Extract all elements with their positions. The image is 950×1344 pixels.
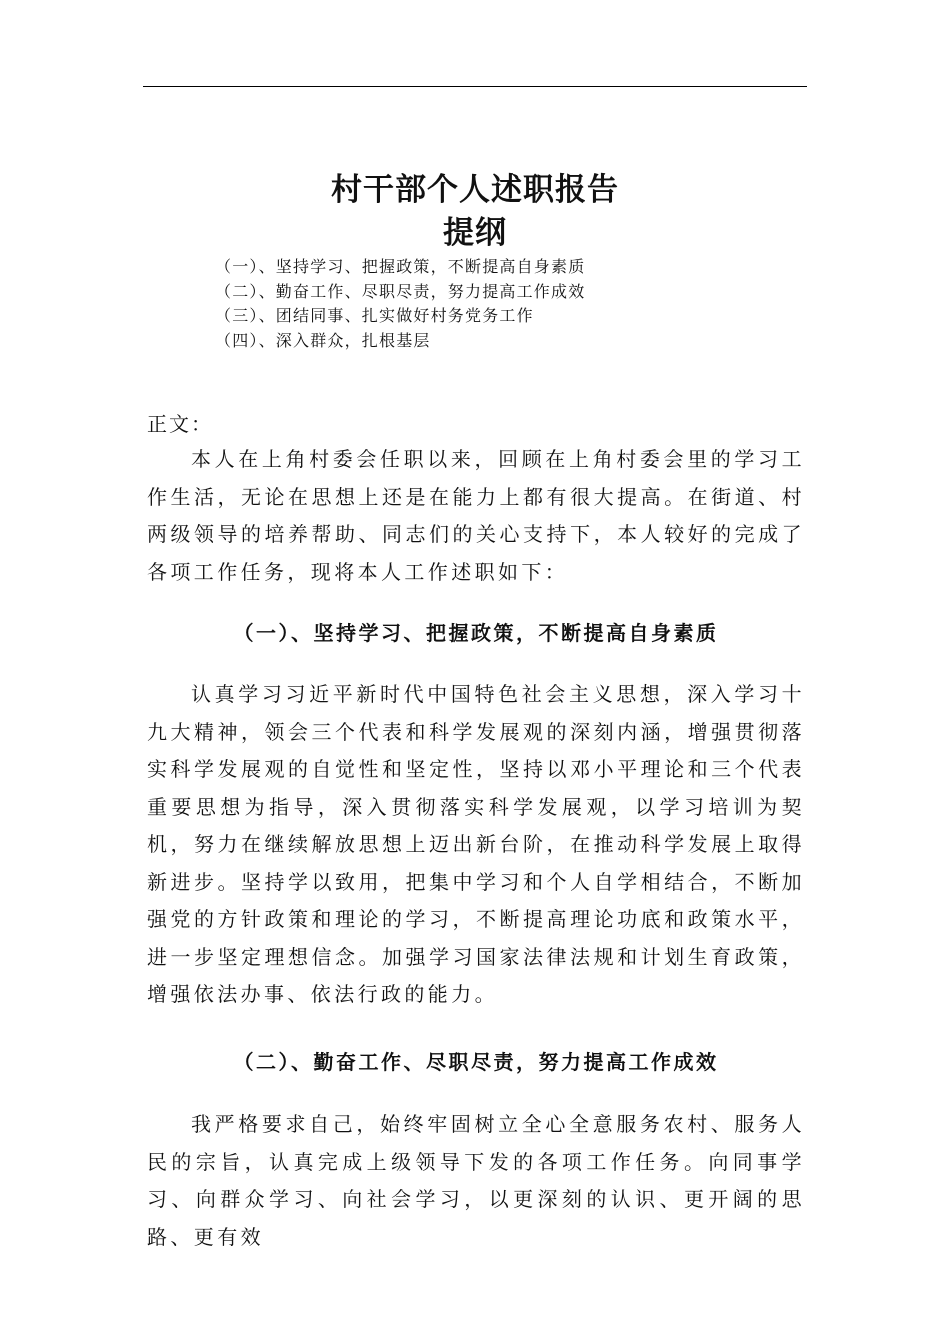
intro-paragraph: 本人在上角村委会任职以来，回顾在上角村委会里的学习工作生活，无论在思想上还是在能力上都有很大提高。在街道、村两级领导的培养帮助、同志们的关心支持下，本人较好的完成了各项工作任务，现将本人工作述职如下： [147, 447, 805, 584]
header-rule [143, 86, 807, 87]
section-2-paragraph: 我严格要求自己，始终牢固树立全心全意服务农村、服务人民的宗旨，认真完成上级领导下发的各项工作任务。向同事学习、向群众学习、向社会学习，以更深刻的认识、更开阔的思路、更有效 [147, 1112, 805, 1249]
outline-item-4: （四）、深入群众，扎根基层 [215, 330, 431, 350]
document-subtitle: 提纲 [443, 215, 507, 251]
outline-item-2: （二）、勤奋工作、尽职尽责，努力提高工作成效 [215, 281, 586, 301]
document-title: 村干部个人述职报告 [331, 172, 619, 208]
outline-item-3: （三）、团结同事、扎实做好村务党务工作 [215, 306, 534, 325]
outline-item-1: （一）、坚持学习、把握政策，不断提高自身素质 [215, 257, 586, 276]
outline-list [215, 255, 585, 353]
section-1-heading: （一）、坚持学习、把握政策，不断提高自身素质 [233, 621, 719, 645]
section-1-paragraph: 认真学习习近平新时代中国特色社会主义思想，深入学习十九大精神，领会三个代表和科学发展观的深刻内涵，增强贯彻落实科学发展观的自觉性和坚定性，坚持以邓小平理论和三个代表重要思想为指导，深入贯彻落实科学发展观，以学习培训为契机，努力在继续解放思想上迈出新台阶，在推动科学发展上取得新进步。坚持学以致用，把集中学习和个人自学相结合，不断加强党的方针政策和理论的学习，不断提高理论功底和政策水平，进一步坚定理想信念。加强学习国家法律法规和计划生育政策，增强依法办事、依法行政的能力。 [147, 682, 805, 1006]
body-label: 正文： [147, 412, 213, 436]
section-2-heading: （二）、勤奋工作、尽职尽责，努力提高工作成效 [233, 1050, 719, 1074]
